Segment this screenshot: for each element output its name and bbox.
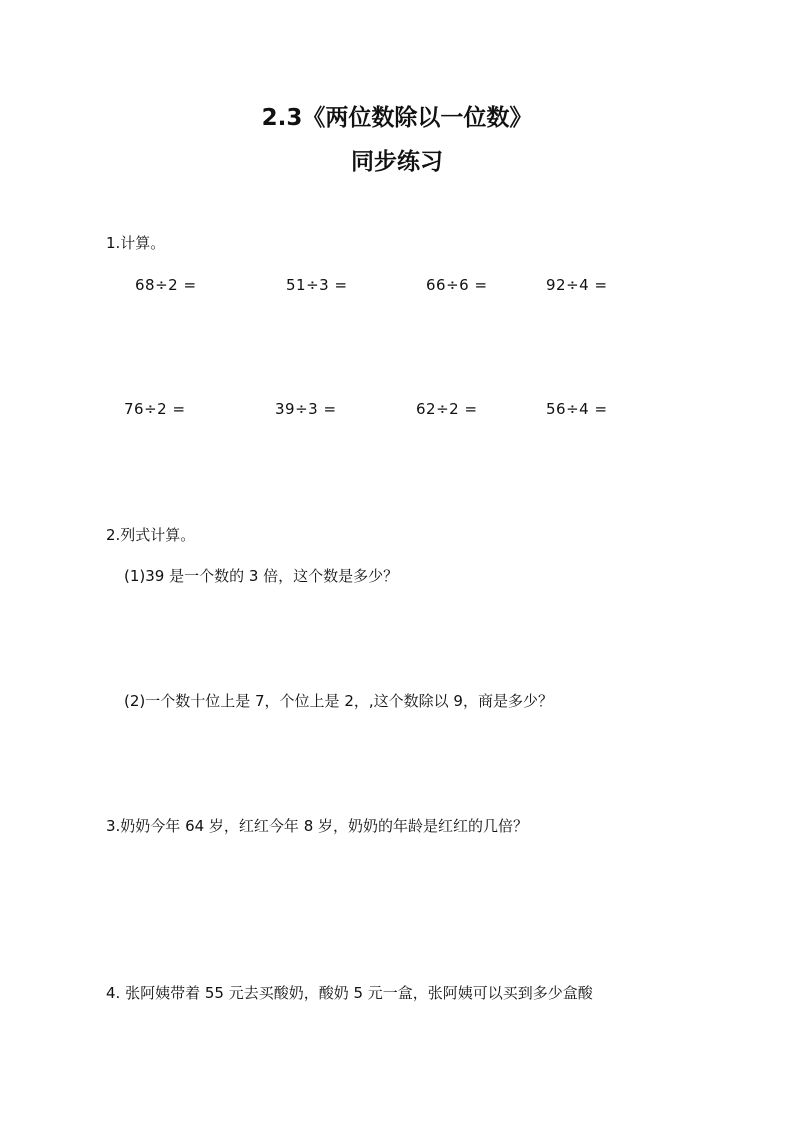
q3-question: 3.奶奶今年 64 岁，红红今年 8 岁，奶奶的年龄是红红的几倍？ (106, 817, 529, 835)
q4-question: 4. 张阿姨带着 55 元去买酸奶，酸奶 5 元一盒，张阿姨可以买到多少盒酸 (106, 984, 593, 1002)
page-subtitle: 同步练习 (351, 149, 443, 175)
q1-expression: 39÷3 = (275, 400, 337, 418)
q1-heading: 1.计算。 (106, 234, 166, 252)
q1-expression: 68÷2 = (135, 276, 197, 294)
page-title: 2.3《两位数除以一位数》 (261, 105, 533, 131)
q1-expression: 76÷2 = (124, 400, 186, 418)
q2-subquestion-1: (1)39 是一个数的 3 倍，这个数是多少？ (124, 567, 399, 585)
q1-expression: 56÷4 = (546, 400, 608, 418)
q1-expression: 66÷6 = (426, 276, 488, 294)
q2-heading: 2.列式计算。 (106, 526, 196, 544)
q1-expression: 92÷4 = (546, 276, 608, 294)
q2-subquestion-2: (2)一个数十位上是 7，个位上是 2，,这个数除以 9，商是多少？ (124, 692, 553, 710)
q1-expression: 51÷3 = (286, 276, 348, 294)
q1-expression: 62÷2 = (416, 400, 478, 418)
